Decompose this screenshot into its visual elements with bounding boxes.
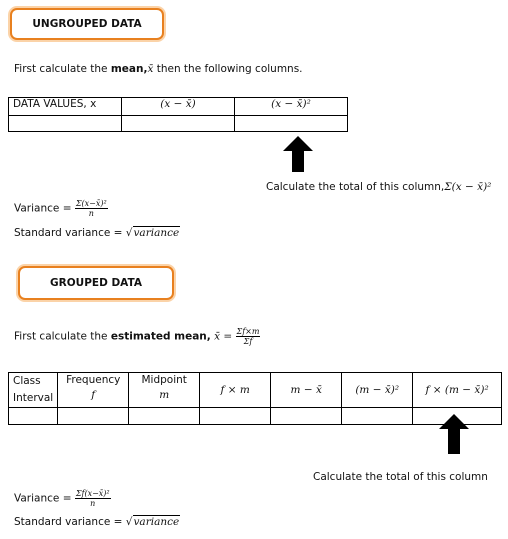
table-cell <box>9 116 122 132</box>
variance-fraction <box>75 199 108 218</box>
intro-bold: mean, <box>110 63 148 75</box>
ungrouped-variance <box>14 199 108 218</box>
mean-symbol: x̄ <box>147 63 154 75</box>
table-cell <box>58 408 129 425</box>
fraction-numerator: Σf×m <box>236 327 260 336</box>
table-cell <box>9 408 58 425</box>
header-squared-deviation: (m − x̄)² <box>342 373 413 408</box>
intro-suffix: then the following columns. <box>153 63 303 75</box>
sd-radicand: variance <box>133 227 180 239</box>
grouped-intro <box>14 327 260 346</box>
ungrouped-sd <box>14 227 180 239</box>
ungrouped-intro <box>14 63 303 75</box>
sd-label: Standard variance = <box>14 516 123 528</box>
header-weighted-squared-deviation: f × (m − x̄)² <box>413 373 502 408</box>
grouped-heading: GROUPED DATA <box>18 266 174 300</box>
up-arrow-icon <box>283 136 313 172</box>
variance-label: Variance = <box>14 202 72 215</box>
sd-label: Standard variance = <box>14 227 123 239</box>
header-m-minus-mean: m − x̄ <box>271 373 342 408</box>
grouped-arrow-caption: Calculate the total of this column <box>313 471 488 483</box>
header-line: Midpoint <box>141 374 187 386</box>
up-arrow-icon <box>439 414 469 454</box>
fraction-numerator: Σf(x−x̄)² <box>75 489 110 498</box>
header-line: Interval <box>13 392 54 404</box>
sd-radicand: variance <box>133 516 180 528</box>
header-class-interval <box>9 373 58 408</box>
fraction-numerator: Σ(x−x̄)² <box>75 199 107 208</box>
caption-math: Σ(x − x̄)² <box>444 181 492 193</box>
ungrouped-heading: UNGROUPED DATA <box>10 8 164 40</box>
table-cell <box>235 116 348 132</box>
fraction-denominator: n <box>90 499 96 508</box>
variance-fraction <box>75 489 111 508</box>
grouped-table <box>8 372 502 425</box>
caption-text: Calculate the total of this column, <box>266 181 445 193</box>
header-frequency <box>58 373 129 408</box>
header-f-times-m: f × m <box>200 373 271 408</box>
radical-sign: √ <box>125 227 133 239</box>
header-midpoint <box>129 373 200 408</box>
grouped-sd <box>14 516 180 528</box>
mean-symbol: x̄ = <box>214 330 233 343</box>
header-line: m <box>159 389 170 401</box>
intro-prefix: First calculate the <box>14 330 111 343</box>
header-line: f <box>91 389 96 401</box>
intro-prefix: First calculate the <box>14 63 111 75</box>
header-line: Class <box>13 375 41 387</box>
mean-fraction <box>236 327 261 346</box>
fraction-denominator: n <box>88 209 94 218</box>
table-cell <box>129 408 200 425</box>
variance-label: Variance = <box>14 492 72 505</box>
table-cell <box>342 408 413 425</box>
fraction-denominator: Σf <box>243 337 253 346</box>
header-line: Frequency <box>66 374 121 386</box>
radical-sign: √ <box>125 516 133 528</box>
header-data-values: DATA VALUES, x <box>9 98 122 116</box>
ungrouped-arrow-caption <box>266 181 491 193</box>
grouped-variance <box>14 489 111 508</box>
table-cell <box>271 408 342 425</box>
ungrouped-table <box>8 97 348 132</box>
table-cell <box>200 408 271 425</box>
header-deviation: (x − x̄) <box>122 98 235 116</box>
header-deviation-squared: (x − x̄)² <box>235 98 348 116</box>
table-cell <box>122 116 235 132</box>
intro-bold: estimated mean, <box>110 330 211 343</box>
